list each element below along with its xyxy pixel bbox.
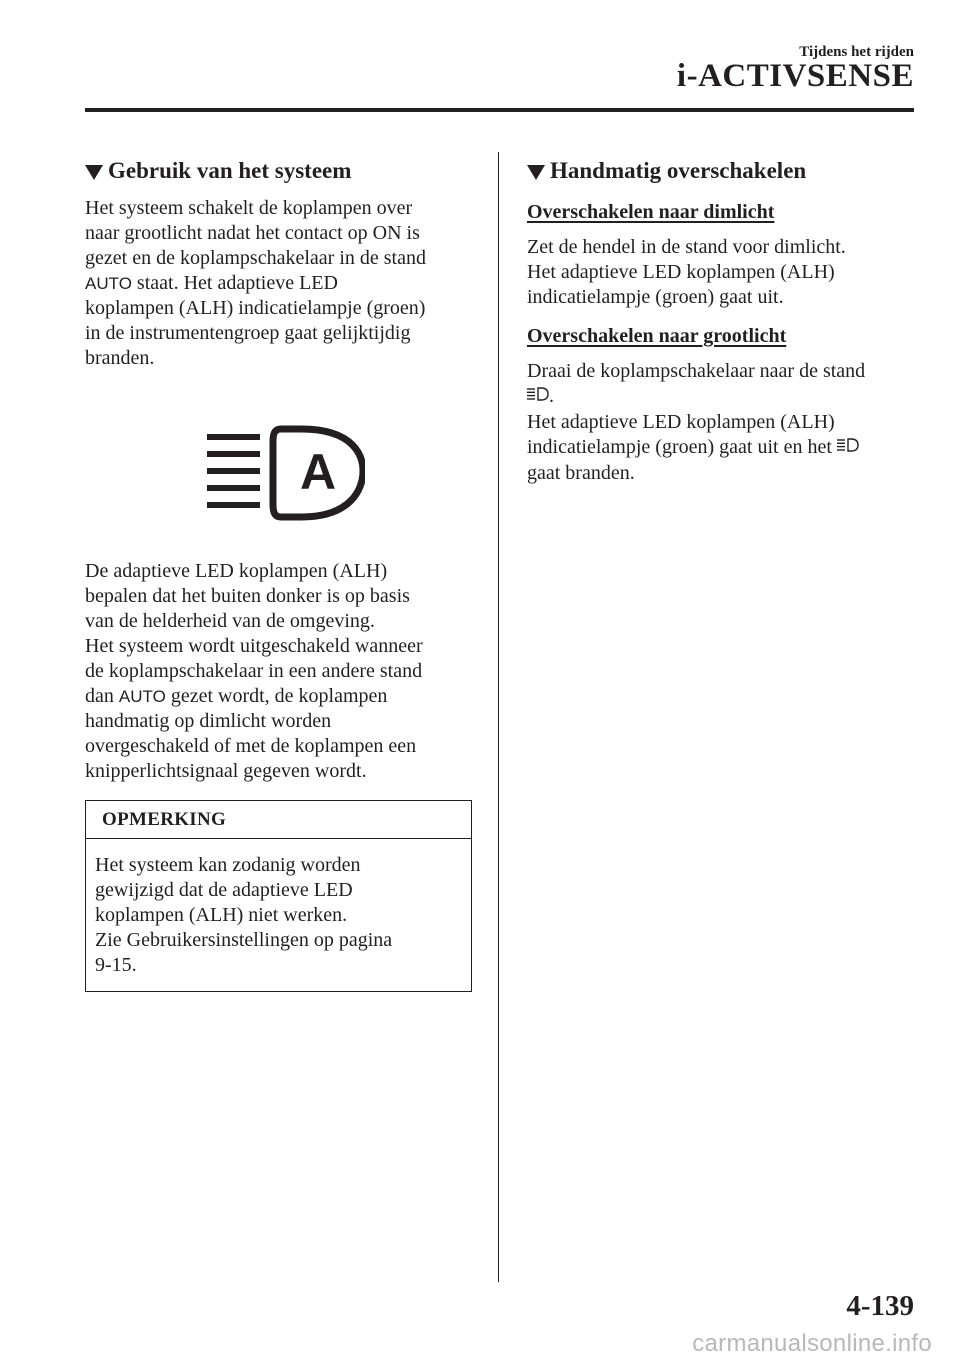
text-line: Het systeem kan zodanig worden <box>95 854 361 876</box>
note-title: OPMERKING <box>86 801 471 839</box>
text-line: bepalen dat het buiten donker is op basis <box>85 585 410 607</box>
text-line: de koplampschakelaar in een andere stand <box>85 660 423 682</box>
text-line: koplampen (ALH) niet werken. <box>95 904 348 926</box>
headlight-high-beam-icon <box>527 383 549 408</box>
text-line: indicatielampje (groen) gaat uit. <box>527 286 784 308</box>
right-column <box>527 158 917 486</box>
text-line: dan AUTO gezet wordt, de koplampen <box>85 685 388 707</box>
subheading-grootlicht: Overschakelen naar grootlicht <box>527 325 787 347</box>
auto-high-beam-icon-graphic <box>205 425 365 521</box>
note-box <box>85 800 472 992</box>
note-body <box>86 839 471 991</box>
column-divider <box>498 152 499 1282</box>
page-number: 4-139 <box>846 1290 914 1322</box>
auto-switch-label: AUTO <box>85 274 132 293</box>
text-line: . <box>527 384 917 410</box>
text-line: overgeschakeld of met de koplampen een <box>85 735 417 757</box>
text-line: knipperlichtsignaal gegeven wordt. <box>85 760 367 782</box>
text-line: Zet de hendel in de stand voor dimlicht. <box>527 236 846 258</box>
text-line: De adaptieve LED koplampen (ALH) <box>85 560 388 582</box>
paragraph-intro <box>85 196 471 371</box>
text-line: 9-15. <box>95 954 137 976</box>
text-line: AUTO staat. Het adaptieve LED <box>85 272 338 294</box>
header-rule <box>85 108 914 112</box>
section-heading-gebruik <box>85 158 471 184</box>
text-line: Het systeem wordt uitgeschakeld wanneer <box>85 635 423 657</box>
left-column <box>85 158 471 992</box>
triangle-bullet-icon <box>85 165 103 180</box>
section-heading-text: Handmatig overschakelen <box>550 158 807 183</box>
section-heading-handmatig <box>527 158 917 184</box>
headlight-high-beam-icon <box>837 434 859 459</box>
text-line: Het systeem schakelt de koplampen over <box>85 197 413 219</box>
text-line: naar grootlicht nadat het contact op ON is <box>85 222 420 244</box>
text-line: indicatielampje (groen) gaat uit en het <box>527 435 917 461</box>
paragraph-dimlicht <box>527 235 917 310</box>
header-chapter-title: i-ACTIVSENSE <box>676 58 914 94</box>
text-line: branden. <box>85 347 155 369</box>
text-line: Het adaptieve LED koplampen (ALH) <box>527 410 835 433</box>
text-line: van de helderheid van de omgeving. <box>85 610 375 632</box>
triangle-bullet-icon <box>527 165 545 180</box>
text-line: in de instrumentengroep gaat gelijktijdig <box>85 322 411 344</box>
text-line: Draai de koplampschakelaar naar de stand <box>527 360 866 382</box>
text-line: koplampen (ALH) indicatielampje (groen) <box>85 297 426 319</box>
text-line: gewijzigd dat de adaptieve LED <box>95 879 353 901</box>
section-heading-text: Gebruik van het systeem <box>108 158 352 183</box>
text-line: Het adaptieve LED koplampen (ALH) <box>527 261 835 283</box>
text-line: gezet en de koplampschakelaar in de stand <box>85 247 426 269</box>
header-section-title: Tijdens het rijden <box>799 44 914 60</box>
paragraph-grootlicht <box>527 359 917 486</box>
watermark: carmanualsonline.info <box>692 1330 932 1357</box>
paragraph-description <box>85 559 471 784</box>
auto-high-beam-icon <box>205 425 365 521</box>
subheading-dimlicht: Overschakelen naar dimlicht <box>527 201 775 223</box>
auto-high-beam-letter: A <box>299 444 337 500</box>
text-line: gaat branden. <box>527 461 635 484</box>
auto-switch-label: AUTO <box>118 687 166 706</box>
text-line: Zie Gebruikersinstellingen op pagina <box>95 929 393 951</box>
text-line: handmatig op dimlicht worden <box>85 710 332 732</box>
